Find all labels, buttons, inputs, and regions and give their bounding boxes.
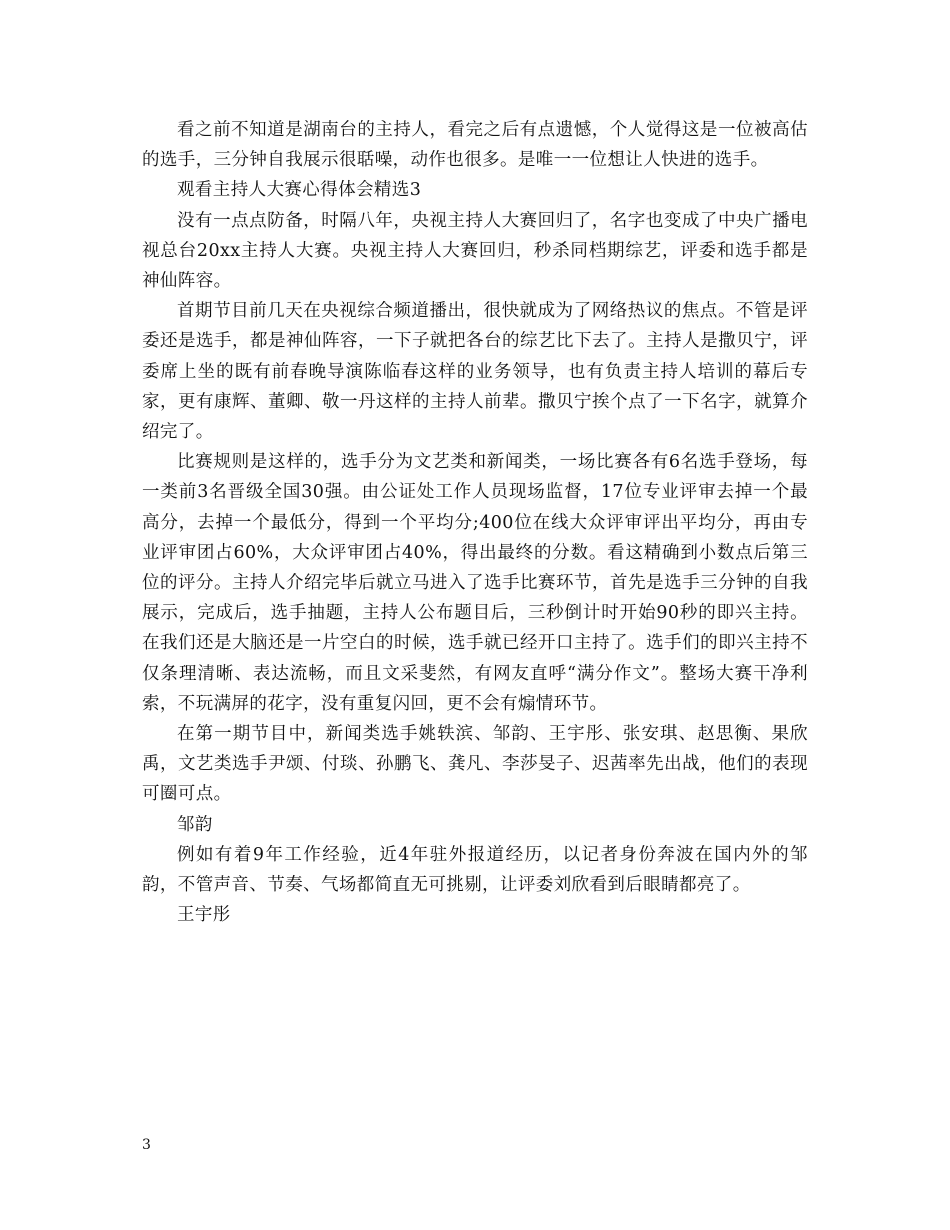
subheading-wang-yutong: 王宇彤 — [177, 905, 231, 926]
paragraph-intro-review: 看之前不知道是湖南台的主持人，看完之后有点遗憾，个人觉得这是一位被高估的选手，三分钟自我展示很聒噪，动作也很多。是唯一一位想让人快进的选手。 — [142, 120, 808, 171]
page-number: 3 — [142, 1137, 151, 1153]
section-heading: 观看主持人大赛心得体会精选3 — [177, 180, 422, 201]
subheading-zou-yun: 邹韵 — [177, 814, 213, 835]
paragraph-contest-return: 没有一点点防备，时隔八年，央视主持人大赛回归了，名字也变成了中央广播电视总台20xx主持人大赛。央视主持人大赛回归，秒杀同档期综艺，评委和选手都是神仙阵容。 — [142, 210, 808, 292]
paragraph-rules: 比赛规则是这样的，选手分为文艺类和新闻类，一场比赛各有6名选手登场，每一类前3名晋级全国30强。由公证处工作人员现场监督，17位专业评审去掉一个最高分，去掉一个最低分，得到一个平均分;400位在线大众评审评出平均分，再由专业评审团占60%，大众评审团占40%，得出最终的分数。看这精确到小数点后第三位的评分。主持人介绍完毕后就立马进入了选手比赛环节，首先是选手三分钟的自我展示，完成后，选手抽题，主持人公布题目后，三秒倒计时开始90秒的即兴主持。在我们还是大脑还是一片空白的时候，选手就已经开口主持了。选手们的即兴主持不仅条理清晰、表达流畅，而且文采斐然，有网友直呼“满分作文”。整场大赛干净利索，不玩满屏的花字，没有重复闪回，更不会有煽情环节。 — [142, 452, 808, 714]
paragraph-zou-yun: 例如有着9年工作经验，近4年驻外报道经历，以记者身份奔波在国内外的邹韵，不管声音、节奏、气场都简直无可挑剔，让评委刘欣看到后眼睛都亮了。 — [142, 844, 808, 896]
paragraph-first-episode: 首期节目前几天在央视综合频道播出，很快就成为了网络热议的焦点。不管是评委还是选手，都是神仙阵容，一下子就把各台的综艺比下去了。主持人是撒贝宁，评委席上坐的既有前春晚导演陈临春这样的业务领导，也有负责主持人培训的幕后专家，更有康辉、董卿、敬一丹这样的主持人前辈。撒贝宁挨个点了一下名字，就算介绍完了。 — [142, 301, 808, 443]
paragraph-contestants: 在第一期节目中，新闻类选手姚轶滨、邹韵、王宇彤、张安琪、赵思衡、果欣禹，文艺类选手尹颂、付琰、孙鹏飞、龚凡、李莎旻子、迟茜率先出战，他们的表现可圈可点。 — [142, 724, 808, 805]
document-body — [142, 115, 808, 930]
